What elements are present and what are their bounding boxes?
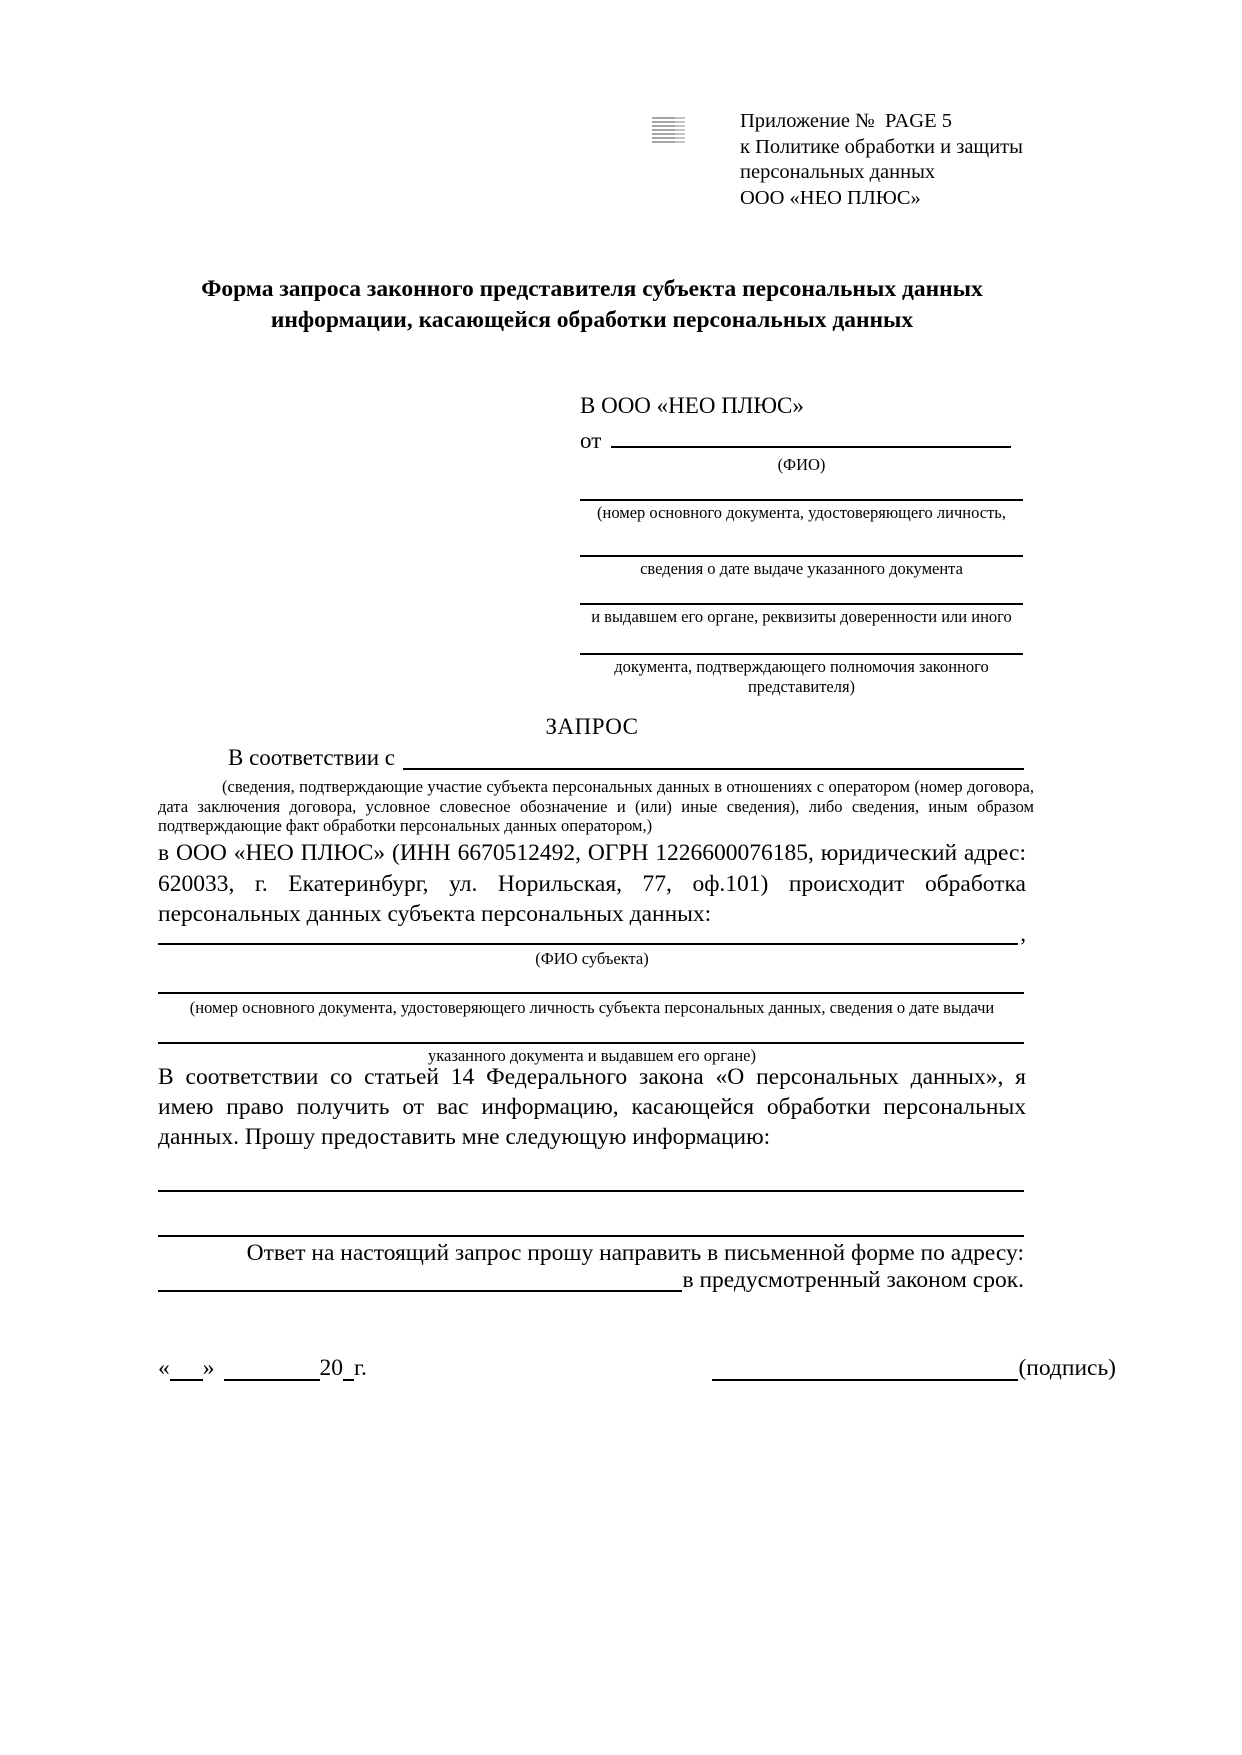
- quote-open: «: [158, 1355, 170, 1381]
- intro-row: [158, 744, 1024, 770]
- embedded-object-icon: [652, 117, 685, 143]
- appendix-line: Приложение № PAGE 5: [740, 110, 952, 132]
- year-prefix: 20: [319, 1355, 343, 1381]
- date-signature-row: [158, 1353, 1116, 1381]
- basis-line[interactable]: [403, 744, 1024, 770]
- year-line[interactable]: [343, 1356, 354, 1381]
- month-line[interactable]: [224, 1356, 320, 1381]
- operator-paragraph: в ООО «НЕО ПЛЮС» (ИНН 6670512492, ОГРН 1226600076185, юридический адрес: 620033, г. Екатеринбург, ул. Норильская, 77, оф.101) происходит обработка персональных данных субъекта персональных данных:: [158, 840, 1026, 927]
- reply-instruction: Ответ на настоящий запрос прошу направить в письменной форме по адресу:: [246, 1240, 1024, 1266]
- authority-document-field: [580, 628, 1023, 696]
- document-title-line: Форма запроса законного представителя субъекта персональных данных: [201, 276, 983, 302]
- reply-suffix: в предусмотренный законом срок.: [682, 1267, 1024, 1293]
- addressee-block: [580, 393, 1023, 696]
- document-title: [158, 274, 1026, 336]
- address-line[interactable]: [158, 1266, 682, 1292]
- signature-caption: (подпись): [1018, 1355, 1116, 1381]
- subject-document-line[interactable]: [158, 966, 1024, 994]
- authority-document-caption: документа, подтверждающего полномочия законного представителя): [614, 657, 989, 696]
- year-suffix: г.: [354, 1355, 367, 1381]
- document-number-line[interactable]: [580, 476, 1023, 501]
- subject-fio-row: [158, 919, 1026, 945]
- subject-fio-caption: (ФИО субъекта): [535, 949, 649, 968]
- info-request-line-1[interactable]: [158, 1164, 1024, 1192]
- from-label: от: [580, 428, 602, 453]
- issue-date-caption: сведения о дате выдаче указанного документа: [640, 559, 963, 578]
- intro-note: (сведения, подтверждающие участие субъекта персональных данных в отношениях с оператором (номер договора, дата заключения договора, условное словесное обозначение и (или) иные сведения), либо сведения, иным образом подтверждающие факт обработки персональных данных оператором,): [158, 777, 1034, 835]
- appendix-block: [740, 109, 1023, 211]
- issue-date-field: [580, 524, 1023, 580]
- subject-fio-line[interactable]: [158, 919, 1018, 945]
- addressee-organization: В ООО «НЕО ПЛЮС»: [580, 393, 804, 418]
- issuing-authority-field: [580, 580, 1023, 628]
- quote-close: »: [202, 1355, 215, 1381]
- subject-document-caption: (номер основного документа, удостоверяющего личность субъекта персональных данных, сведения о дате выдачи: [189, 998, 995, 1017]
- fio-caption: (ФИО): [777, 455, 826, 474]
- intro-label: В соответствии с: [228, 745, 396, 770]
- subject-document-caption-2: указанного документа и выдавшем его органе): [428, 1046, 756, 1065]
- from-row: [580, 424, 1023, 452]
- appendix-line: персональных данных: [740, 161, 936, 183]
- authority-document-line[interactable]: [580, 628, 1023, 655]
- subject-document-line-2[interactable]: [158, 1016, 1024, 1044]
- law-paragraph: В соответствии со статьей 14 Федерального закона «О персональных данных», я имею право получить от вас информацию, касающейся обработки персональных данных. Прошу предоставить мне следующую информацию:: [158, 1064, 1026, 1150]
- info-request-line-2[interactable]: [158, 1209, 1024, 1237]
- issue-date-line[interactable]: [580, 524, 1023, 557]
- request-heading: ЗАПРОС: [545, 714, 639, 739]
- subject-comma: ,: [1020, 921, 1026, 946]
- issuing-authority-line[interactable]: [580, 580, 1023, 605]
- appendix-line: ООО «НЕО ПЛЮС»: [740, 186, 921, 209]
- fio-line[interactable]: [611, 424, 1011, 448]
- reply-address-row: [158, 1266, 1024, 1292]
- issuing-authority-caption: и выдавшем его органе, реквизиты доверенности или иного: [591, 607, 1012, 626]
- appendix-line: к Политике обработки и защиты: [740, 135, 1023, 158]
- representative-document-field: [580, 476, 1023, 524]
- document-number-caption: (номер основного документа, удостоверяющего личность,: [597, 503, 1006, 522]
- document-title-line: информации, касающейся обработки персональных данных: [270, 307, 914, 333]
- day-line[interactable]: [170, 1356, 203, 1381]
- signature-line[interactable]: [712, 1356, 1018, 1381]
